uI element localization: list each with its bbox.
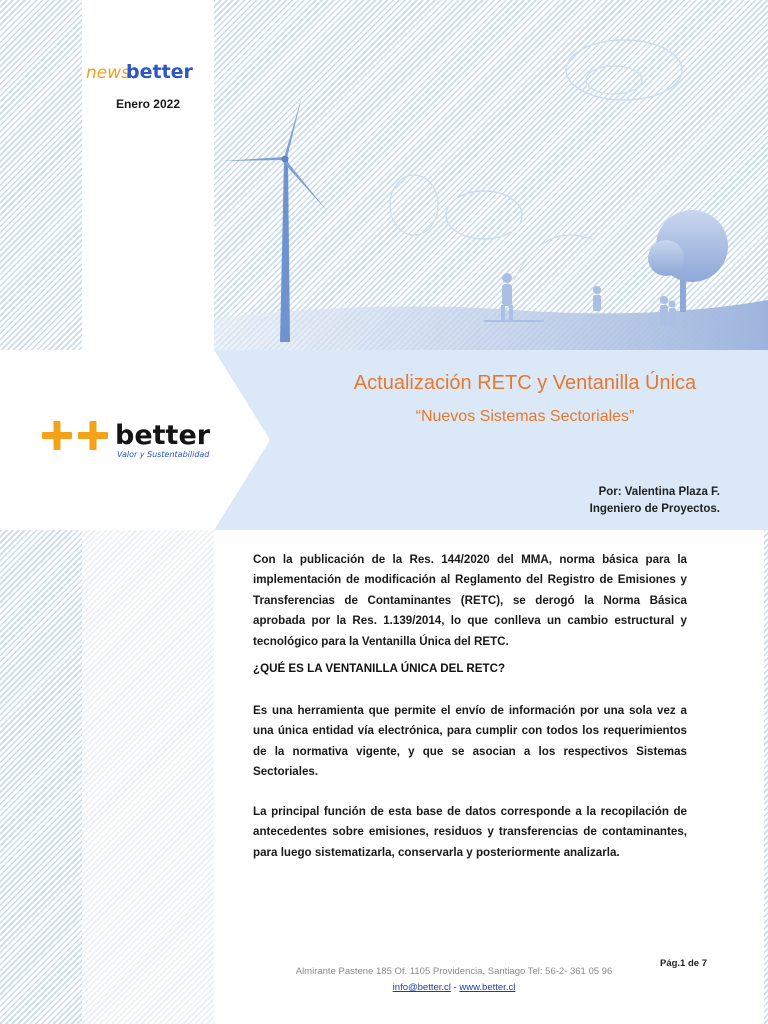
newsletter-logo-brand: better — [126, 61, 193, 83]
wind-turbine-illustration — [214, 0, 768, 350]
article-subtitle: “Nuevos Sistemas Sectoriales” — [415, 408, 635, 425]
decorative-stripes-left-bottom — [0, 530, 82, 1024]
website-link[interactable]: www.better.cl — [459, 982, 516, 993]
plus-plus-icon — [42, 421, 108, 450]
company-tagline: Valor y Sustentabilidad — [117, 450, 210, 459]
tree — [648, 210, 728, 312]
issue-date: Enero 2022 — [115, 97, 181, 111]
page-number: Pág.1 de 7 — [660, 958, 707, 969]
author-role: Ingeniero de Proyectos. — [589, 503, 720, 515]
author-name: Por: Valentina Plaza F. — [598, 486, 720, 498]
footer-links — [214, 982, 694, 993]
function-paragraph: La principal función de esta base de datos corresponde a la recopilación de antecedentes sobre emisiones, residuos y transferencias de contaminantes, para luego sistematizarla, conservarla y posteriormente analizarla. — [253, 805, 687, 859]
decorative-stripes-left-top — [0, 0, 82, 350]
decorative-stripes-mid-bottom — [82, 530, 214, 1024]
email-link[interactable]: info@better.cl — [392, 982, 451, 993]
newsletter-logo-news: news — [86, 63, 130, 83]
company-logo-name: better — [115, 420, 211, 451]
article-title: Actualización RETC y Ventanilla Única — [353, 372, 697, 394]
newsletter-logo — [86, 58, 212, 86]
footer-address: Almirante Pastene 185 Of. 1105 Providencia, Santiago Tel: 56-2- 361 05 96 — [295, 966, 613, 977]
footer-separator: - — [453, 982, 457, 993]
definition-paragraph: Es una herramienta que permite el envío de información por una sola vez a una única entidad vía electrónica, para cumplir con todos los requerimientos de la normativa vigente, y que se asocian a los respectivos Sistemas Sectoriales. — [253, 704, 687, 779]
wind-turbine — [222, 96, 328, 342]
decorative-stripes-right-bottom — [764, 530, 768, 1024]
company-logo — [38, 414, 238, 466]
section-heading: ¿QUÉ ES LA VENTANILLA ÚNICA DEL RETC? — [253, 662, 506, 675]
intro-paragraph: Con la publicación de la Res. 144/2020 del MMA, norma básica para la implementación de modificación al Reglamento del Registro de Emisiones y Transferencias de Contaminantes (RETC), se derogó la Norma Básica aprobada por la Res. 1.139/2014, lo que conlleva un cambio estructural y tecnológico para la Ventanilla Única del RETC. — [253, 553, 687, 648]
